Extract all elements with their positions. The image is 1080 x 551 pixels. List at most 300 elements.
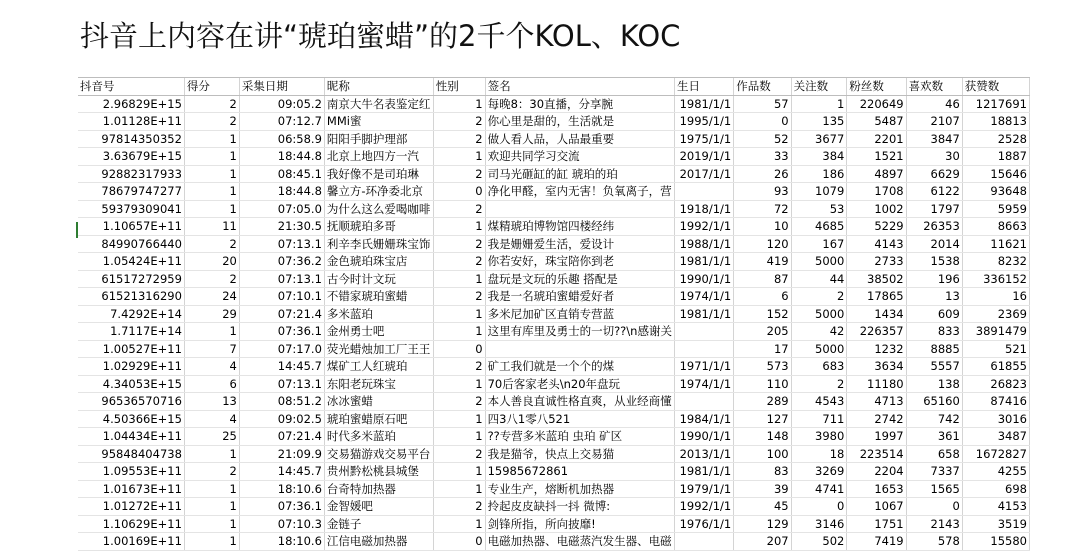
table-cell[interactable]: 573 [734, 358, 791, 376]
table-cell[interactable]: 3.63679E+15 [78, 148, 184, 166]
table-cell[interactable]: 2 [791, 375, 847, 393]
table-cell[interactable]: 2 [433, 113, 485, 131]
table-cell[interactable]: 1 [184, 533, 239, 551]
table-cell[interactable]: 1990/1/1 [674, 270, 733, 288]
table-cell[interactable]: 4897 [847, 165, 906, 183]
table-cell[interactable]: 18813 [962, 113, 1029, 131]
table-cell[interactable]: 07:21.4 [239, 428, 324, 446]
table-cell[interactable]: 1434 [847, 305, 906, 323]
table-cell[interactable]: 四3八1零八521 [485, 410, 674, 428]
table-cell[interactable]: 我是一名琥珀蜜蜡爱好者 [485, 288, 674, 306]
table-cell[interactable]: 1 [433, 323, 485, 341]
table-cell[interactable]: 多米尼加矿区直销专营蓝 [485, 305, 674, 323]
table-cell[interactable]: 46 [906, 95, 962, 113]
table-cell[interactable]: 0 [433, 183, 485, 201]
table-cell[interactable]: 127 [734, 410, 791, 428]
table-cell[interactable]: 2 [433, 235, 485, 253]
table-cell[interactable] [674, 323, 733, 341]
table-cell[interactable]: 17865 [847, 288, 906, 306]
column-header[interactable]: 粉丝数 [847, 78, 906, 95]
table-cell[interactable]: 8885 [906, 340, 962, 358]
table-cell[interactable]: 5000 [791, 305, 847, 323]
table-cell[interactable]: 1 [433, 270, 485, 288]
table-cell[interactable]: 2019/1/1 [674, 148, 733, 166]
table-cell[interactable]: 0 [791, 498, 847, 516]
table-cell[interactable] [485, 340, 674, 358]
table-cell[interactable]: 65160 [906, 393, 962, 411]
table-cell[interactable]: 馨立方-环净委北京 [324, 183, 433, 201]
table-cell[interactable]: 0 [433, 533, 485, 551]
table-cell[interactable]: 61517272959 [78, 270, 184, 288]
table-cell[interactable]: 我好像不是司珀琳 [324, 165, 433, 183]
table-cell[interactable]: 2 [433, 200, 485, 218]
table-cell[interactable]: 1976/1/1 [674, 515, 733, 533]
table-cell[interactable]: 289 [734, 393, 791, 411]
table-cell[interactable]: 1 [184, 183, 239, 201]
table-cell[interactable]: 4153 [962, 498, 1029, 516]
table-cell[interactable]: 17 [734, 340, 791, 358]
table-cell[interactable]: 833 [906, 323, 962, 341]
table-cell[interactable]: 521 [962, 340, 1029, 358]
table-cell[interactable]: 138 [906, 375, 962, 393]
table-cell[interactable]: 古今时计文玩 [324, 270, 433, 288]
table-cell[interactable]: 135 [791, 113, 847, 131]
table-cell[interactable]: 4143 [847, 235, 906, 253]
table-cell[interactable] [485, 200, 674, 218]
table-cell[interactable]: 11180 [847, 375, 906, 393]
table-cell[interactable]: 45 [734, 498, 791, 516]
table-cell[interactable]: 0 [906, 498, 962, 516]
table-cell[interactable]: 1002 [847, 200, 906, 218]
table-cell[interactable]: 1.10629E+11 [78, 515, 184, 533]
table-cell[interactable] [674, 393, 733, 411]
table-cell[interactable]: MMi蜜 [324, 113, 433, 131]
table-cell[interactable]: 荧光蜡烛加工厂王王 [324, 340, 433, 358]
table-cell[interactable]: 2017/1/1 [674, 165, 733, 183]
table-cell[interactable]: 24 [184, 288, 239, 306]
table-cell[interactable]: 5487 [847, 113, 906, 131]
table-cell[interactable]: 1981/1/1 [674, 463, 733, 481]
table-cell[interactable]: 专业生产，熔断机加热器 [485, 480, 674, 498]
table-cell[interactable]: 52 [734, 130, 791, 148]
table-cell[interactable]: 7337 [906, 463, 962, 481]
table-cell[interactable]: 1.05424E+11 [78, 253, 184, 271]
table-cell[interactable]: 利辛李氏姗姗珠宝饰 [324, 235, 433, 253]
table-cell[interactable]: 2 [184, 270, 239, 288]
table-cell[interactable]: 18:44.8 [239, 183, 324, 201]
table-cell[interactable]: 1.00169E+11 [78, 533, 184, 551]
table-cell[interactable]: 148 [734, 428, 791, 446]
table-cell[interactable]: 110 [734, 375, 791, 393]
table-cell[interactable]: 1887 [962, 148, 1029, 166]
table-cell[interactable]: 07:12.7 [239, 113, 324, 131]
table-cell[interactable]: 5000 [791, 253, 847, 271]
table-cell[interactable]: 07:21.4 [239, 305, 324, 323]
table-cell[interactable]: 1 [433, 305, 485, 323]
table-cell[interactable]: 1995/1/1 [674, 113, 733, 131]
table-cell[interactable]: 07:17.0 [239, 340, 324, 358]
table-cell[interactable]: 2 [433, 358, 485, 376]
table-cell[interactable]: 21:09.9 [239, 445, 324, 463]
table-cell[interactable]: 2014 [906, 235, 962, 253]
table-cell[interactable]: 25 [184, 428, 239, 446]
table-cell[interactable]: 361 [906, 428, 962, 446]
table-cell[interactable]: 6629 [906, 165, 962, 183]
table-cell[interactable]: 220649 [847, 95, 906, 113]
table-cell[interactable]: 152 [734, 305, 791, 323]
table-cell[interactable]: 3146 [791, 515, 847, 533]
table-cell[interactable]: 1997 [847, 428, 906, 446]
table-cell[interactable]: 742 [906, 410, 962, 428]
table-cell[interactable]: 3269 [791, 463, 847, 481]
table-cell[interactable]: 39 [734, 480, 791, 498]
table-cell[interactable]: 1797 [906, 200, 962, 218]
column-header[interactable]: 获赞数 [962, 78, 1029, 95]
table-cell[interactable]: 冰冰蜜蜡 [324, 393, 433, 411]
table-cell[interactable]: 2 [433, 393, 485, 411]
table-cell[interactable]: 1 [433, 428, 485, 446]
table-cell[interactable]: 78679747277 [78, 183, 184, 201]
table-cell[interactable]: 205 [734, 323, 791, 341]
table-cell[interactable]: 96536570716 [78, 393, 184, 411]
table-cell[interactable]: 1708 [847, 183, 906, 201]
table-cell[interactable]: 1974/1/1 [674, 375, 733, 393]
table-cell[interactable]: 2.96829E+15 [78, 95, 184, 113]
table-cell[interactable]: 1.01128E+11 [78, 113, 184, 131]
table-cell[interactable]: 1.01272E+11 [78, 498, 184, 516]
table-cell[interactable]: 15580 [962, 533, 1029, 551]
table-cell[interactable]: 抚顺琥珀多哥 [324, 218, 433, 236]
table-cell[interactable]: 6122 [906, 183, 962, 201]
table-cell[interactable]: 贵州黔松桃县城堡 [324, 463, 433, 481]
table-cell[interactable]: 1.09553E+11 [78, 463, 184, 481]
table-cell[interactable]: 1971/1/1 [674, 358, 733, 376]
table-cell[interactable]: 1 [433, 375, 485, 393]
table-cell[interactable]: 2 [433, 165, 485, 183]
table-cell[interactable]: 1 [184, 323, 239, 341]
table-cell[interactable]: 93 [734, 183, 791, 201]
table-cell[interactable]: 金州勇士吧 [324, 323, 433, 341]
table-cell[interactable]: 5000 [791, 340, 847, 358]
table-cell[interactable]: 1 [433, 218, 485, 236]
table-cell[interactable]: 13 [906, 288, 962, 306]
table-cell[interactable]: 08:51.2 [239, 393, 324, 411]
table-cell[interactable]: 120 [734, 235, 791, 253]
table-cell[interactable]: 226357 [847, 323, 906, 341]
table-cell[interactable]: 2733 [847, 253, 906, 271]
table-cell[interactable]: 7419 [847, 533, 906, 551]
table-cell[interactable]: 07:36.1 [239, 323, 324, 341]
table-cell[interactable]: 61855 [962, 358, 1029, 376]
table-cell[interactable]: 2143 [906, 515, 962, 533]
table-cell[interactable]: 4685 [791, 218, 847, 236]
table-cell[interactable]: 93648 [962, 183, 1029, 201]
table-cell[interactable]: 1 [184, 148, 239, 166]
table-cell[interactable]: 1565 [906, 480, 962, 498]
table-cell[interactable] [674, 340, 733, 358]
table-cell[interactable]: 做人看人品，人品最重要 [485, 130, 674, 148]
table-cell[interactable]: 6 [734, 288, 791, 306]
table-cell[interactable]: 1981/1/1 [674, 305, 733, 323]
table-cell[interactable]: 1653 [847, 480, 906, 498]
table-cell[interactable]: 1 [184, 515, 239, 533]
table-cell[interactable]: 07:10.1 [239, 288, 324, 306]
table-cell[interactable]: 09:02.5 [239, 410, 324, 428]
table-cell[interactable]: 44 [791, 270, 847, 288]
table-cell[interactable]: 琥珀蜜蜡原石吧 [324, 410, 433, 428]
table-cell[interactable]: 384 [791, 148, 847, 166]
table-cell[interactable]: 13 [184, 393, 239, 411]
table-cell[interactable]: 100 [734, 445, 791, 463]
table-cell[interactable]: 江信电磁加热器 [324, 533, 433, 551]
table-cell[interactable]: 07:13.1 [239, 270, 324, 288]
table-cell[interactable]: 1 [433, 148, 485, 166]
table-cell[interactable]: 1 [184, 480, 239, 498]
table-cell[interactable]: 交易猫游戏交易平台 [324, 445, 433, 463]
table-cell[interactable]: 2 [433, 288, 485, 306]
table-cell[interactable]: 金链子 [324, 515, 433, 533]
table-cell[interactable]: 38502 [847, 270, 906, 288]
table-cell[interactable]: 5229 [847, 218, 906, 236]
table-cell[interactable]: 剑锋所指，所向披靡! [485, 515, 674, 533]
table-cell[interactable]: 07:05.0 [239, 200, 324, 218]
table-cell[interactable]: 0 [433, 340, 485, 358]
table-cell[interactable]: 1672827 [962, 445, 1029, 463]
table-cell[interactable]: 6 [184, 375, 239, 393]
table-cell[interactable]: 07:36.1 [239, 498, 324, 516]
table-cell[interactable]: 419 [734, 253, 791, 271]
table-cell[interactable]: 61521316290 [78, 288, 184, 306]
table-cell[interactable]: 1 [433, 515, 485, 533]
table-cell[interactable]: 1975/1/1 [674, 130, 733, 148]
table-cell[interactable]: 18:10.6 [239, 480, 324, 498]
column-header[interactable]: 关注数 [791, 78, 847, 95]
table-cell[interactable]: 1 [184, 445, 239, 463]
table-cell[interactable]: 1 [433, 410, 485, 428]
table-cell[interactable]: 4.34053E+15 [78, 375, 184, 393]
column-header[interactable]: 作品数 [734, 78, 791, 95]
table-cell[interactable]: 2013/1/1 [674, 445, 733, 463]
column-header[interactable]: 得分 [184, 78, 239, 95]
column-header[interactable]: 签名 [485, 78, 674, 95]
table-cell[interactable]: 4 [184, 410, 239, 428]
table-cell[interactable]: 1 [433, 480, 485, 498]
table-cell[interactable]: 5959 [962, 200, 1029, 218]
table-cell[interactable]: 1538 [906, 253, 962, 271]
table-cell[interactable]: 2107 [906, 113, 962, 131]
table-cell[interactable]: 2 [433, 253, 485, 271]
table-cell[interactable]: 18 [791, 445, 847, 463]
table-cell[interactable]: 2528 [962, 130, 1029, 148]
table-cell[interactable]: 07:36.2 [239, 253, 324, 271]
table-cell[interactable]: 1.04434E+11 [78, 428, 184, 446]
table-cell[interactable]: 10 [734, 218, 791, 236]
table-cell[interactable]: 我是姗姗爱生活，爱设计 [485, 235, 674, 253]
table-cell[interactable]: 08:45.1 [239, 165, 324, 183]
table-cell[interactable]: 4543 [791, 393, 847, 411]
table-cell[interactable]: 1.02929E+11 [78, 358, 184, 376]
table-cell[interactable]: 11621 [962, 235, 1029, 253]
table-cell[interactable]: 1 [433, 463, 485, 481]
table-cell[interactable]: 1 [433, 95, 485, 113]
table-cell[interactable]: 3634 [847, 358, 906, 376]
table-cell[interactable]: 4713 [847, 393, 906, 411]
table-cell[interactable]: 33 [734, 148, 791, 166]
table-cell[interactable]: 70后客家老头\n20年盘玩 [485, 375, 674, 393]
table-cell[interactable]: 3847 [906, 130, 962, 148]
table-cell[interactable]: 2 [184, 463, 239, 481]
table-cell[interactable]: 26823 [962, 375, 1029, 393]
table-cell[interactable]: 167 [791, 235, 847, 253]
table-cell[interactable]: 2 [433, 130, 485, 148]
table-cell[interactable]: 29 [184, 305, 239, 323]
column-header[interactable]: 昵称 [324, 78, 433, 95]
table-cell[interactable]: 57 [734, 95, 791, 113]
table-cell[interactable]: 1 [184, 130, 239, 148]
column-header[interactable]: 采集日期 [239, 78, 324, 95]
table-cell[interactable]: 8232 [962, 253, 1029, 271]
table-cell[interactable]: 711 [791, 410, 847, 428]
table-cell[interactable]: 东阳老玩珠宝 [324, 375, 433, 393]
table-cell[interactable]: 阳阳手脚护理部 [324, 130, 433, 148]
table-cell[interactable]: 净化甲醛，室内无害！负氧离子，营 [485, 183, 674, 201]
table-cell[interactable]: 1918/1/1 [674, 200, 733, 218]
table-cell[interactable]: 92882317933 [78, 165, 184, 183]
table-cell[interactable]: 1974/1/1 [674, 288, 733, 306]
table-cell[interactable]: 电磁加热器、电磁蒸汽发生器、电磁 [485, 533, 674, 551]
table-cell[interactable]: 本人善良直诚性格直爽，从业经商懂 [485, 393, 674, 411]
table-cell[interactable]: 这里有库里及勇士的一切??\n感谢关 [485, 323, 674, 341]
table-cell[interactable]: 2204 [847, 463, 906, 481]
table-cell[interactable]: 26 [734, 165, 791, 183]
table-cell[interactable]: 为什么这么爱喝咖啡 [324, 200, 433, 218]
column-header[interactable]: 喜欢数 [906, 78, 962, 95]
table-cell[interactable]: 129 [734, 515, 791, 533]
table-cell[interactable]: 司马光砸缸的缸 琥珀的珀 [485, 165, 674, 183]
table-cell[interactable]: 336152 [962, 270, 1029, 288]
table-cell[interactable]: 11 [184, 218, 239, 236]
table-cell[interactable]: 1 [184, 200, 239, 218]
column-header[interactable]: 性别 [433, 78, 485, 95]
table-cell[interactable]: 30 [906, 148, 962, 166]
table-cell[interactable]: 18:44.8 [239, 148, 324, 166]
table-cell[interactable]: 欢迎共同学习交流 [485, 148, 674, 166]
table-cell[interactable]: 5557 [906, 358, 962, 376]
table-cell[interactable]: 2201 [847, 130, 906, 148]
table-cell[interactable]: 14:45.7 [239, 463, 324, 481]
table-cell[interactable]: 4255 [962, 463, 1029, 481]
table-cell[interactable]: 20 [184, 253, 239, 271]
table-cell[interactable]: 07:10.3 [239, 515, 324, 533]
table-cell[interactable]: 1217691 [962, 95, 1029, 113]
table-cell[interactable]: 97814350352 [78, 130, 184, 148]
table-cell[interactable]: 2 [184, 95, 239, 113]
table-cell[interactable]: 1079 [791, 183, 847, 201]
table-cell[interactable]: 2742 [847, 410, 906, 428]
table-cell[interactable]: 3519 [962, 515, 1029, 533]
table-cell[interactable]: 3487 [962, 428, 1029, 446]
table-cell[interactable]: 698 [962, 480, 1029, 498]
table-cell[interactable]: 15985672861 [485, 463, 674, 481]
table-cell[interactable]: 196 [906, 270, 962, 288]
table-cell[interactable]: 4741 [791, 480, 847, 498]
table-cell[interactable]: 658 [906, 445, 962, 463]
table-cell[interactable]: 你心里是甜的，生活就是 [485, 113, 674, 131]
table-cell[interactable]: 3891479 [962, 323, 1029, 341]
table-cell[interactable]: 1992/1/1 [674, 218, 733, 236]
table-cell[interactable]: 煤矿工人红琥珀 [324, 358, 433, 376]
table-cell[interactable] [674, 533, 733, 551]
table-cell[interactable]: 7 [184, 340, 239, 358]
table-cell[interactable]: ??专营多米蓝珀 虫珀 矿区 [485, 428, 674, 446]
table-cell[interactable]: 53 [791, 200, 847, 218]
table-cell[interactable]: 金智媛吧 [324, 498, 433, 516]
table-cell[interactable]: 1.01673E+11 [78, 480, 184, 498]
table-cell[interactable]: 95848404738 [78, 445, 184, 463]
table-cell[interactable]: 223514 [847, 445, 906, 463]
table-cell[interactable]: 3016 [962, 410, 1029, 428]
table-cell[interactable]: 煤精琥珀博物馆四楼经纬 [485, 218, 674, 236]
table-cell[interactable]: 207 [734, 533, 791, 551]
table-cell[interactable]: 42 [791, 323, 847, 341]
column-header[interactable]: 生日 [674, 78, 733, 95]
table-cell[interactable]: 4.50366E+15 [78, 410, 184, 428]
table-cell[interactable]: 2 [433, 445, 485, 463]
table-cell[interactable]: 186 [791, 165, 847, 183]
table-cell[interactable]: 1067 [847, 498, 906, 516]
table-cell[interactable]: 06:58.9 [239, 130, 324, 148]
table-cell[interactable]: 502 [791, 533, 847, 551]
table-cell[interactable]: 1988/1/1 [674, 235, 733, 253]
table-cell[interactable]: 1751 [847, 515, 906, 533]
table-cell[interactable]: 2 [184, 113, 239, 131]
table-cell[interactable]: 609 [906, 305, 962, 323]
table-cell[interactable]: 4 [184, 358, 239, 376]
table-cell[interactable]: 1 [184, 165, 239, 183]
column-header[interactable]: 抖音号 [78, 78, 184, 95]
table-cell[interactable]: 金色琥珀珠宝店 [324, 253, 433, 271]
table-cell[interactable]: 83 [734, 463, 791, 481]
table-cell[interactable]: 8663 [962, 218, 1029, 236]
table-cell[interactable]: 拎起皮皮缺抖一抖 微博: [485, 498, 674, 516]
table-cell[interactable]: 26353 [906, 218, 962, 236]
table-cell[interactable]: 18:10.6 [239, 533, 324, 551]
table-cell[interactable] [674, 183, 733, 201]
table-cell[interactable]: 72 [734, 200, 791, 218]
table-cell[interactable]: 不错家琥珀蜜蜡 [324, 288, 433, 306]
table-cell[interactable]: 你若安好，珠宝陪你到老 [485, 253, 674, 271]
table-cell[interactable]: 北京上地四方一汽 [324, 148, 433, 166]
table-cell[interactable]: 1979/1/1 [674, 480, 733, 498]
table-cell[interactable]: 1.7117E+14 [78, 323, 184, 341]
table-cell[interactable]: 2 [433, 498, 485, 516]
table-cell[interactable]: 21:30.5 [239, 218, 324, 236]
table-cell[interactable]: 我是猫爷，快点上交易猫 [485, 445, 674, 463]
table-cell[interactable]: 盘玩是文玩的乐趣 搭配是 [485, 270, 674, 288]
table-cell[interactable]: 每晚8：30直播，分享腕 [485, 95, 674, 113]
table-cell[interactable]: 2369 [962, 305, 1029, 323]
table-cell[interactable]: 2 [791, 288, 847, 306]
table-cell[interactable]: 578 [906, 533, 962, 551]
table-cell[interactable]: 683 [791, 358, 847, 376]
table-cell[interactable]: 1984/1/1 [674, 410, 733, 428]
table-cell[interactable]: 矿工我们就是一个个的煤 [485, 358, 674, 376]
table-cell[interactable]: 1 [184, 498, 239, 516]
table-cell[interactable]: 84990766440 [78, 235, 184, 253]
table-cell[interactable]: 1990/1/1 [674, 428, 733, 446]
table-cell[interactable]: 1521 [847, 148, 906, 166]
table-cell[interactable]: 09:05.2 [239, 95, 324, 113]
